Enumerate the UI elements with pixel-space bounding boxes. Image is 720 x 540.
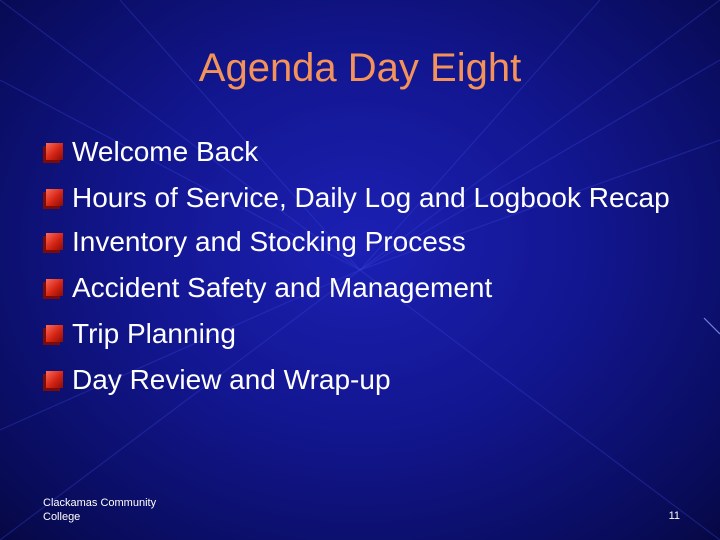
agenda-item <box>42 177 682 219</box>
agenda-item-text: Trip Planning <box>72 318 236 349</box>
agenda-item-text: Inventory and Stocking Process <box>72 226 466 257</box>
bullet-square-icon <box>46 279 63 296</box>
agenda-item-text: Accident Safety and Management <box>72 272 493 303</box>
footer-organization: Clackamas Community College <box>43 497 157 523</box>
agenda-item <box>42 313 682 355</box>
bullet-square-icon <box>46 233 63 250</box>
page-number: 11 <box>668 510 680 522</box>
agenda-item <box>42 359 682 401</box>
bullet-square-icon <box>46 371 63 388</box>
agenda-item-text: Hours of Service, Daily Log and Logbook Recap <box>72 182 670 213</box>
agenda-item-text: Welcome Back <box>72 136 259 167</box>
bullet-square-icon <box>46 325 63 342</box>
agenda-item-text: Day Review and Wrap-up <box>72 364 391 395</box>
agenda-item <box>42 131 682 173</box>
agenda-item <box>42 221 682 263</box>
slide-title: Agenda Day Eight <box>198 46 522 90</box>
agenda-item <box>42 267 682 309</box>
bullet-square-icon <box>46 189 63 206</box>
agenda-list <box>42 131 682 405</box>
bullet-square-icon <box>46 143 63 160</box>
